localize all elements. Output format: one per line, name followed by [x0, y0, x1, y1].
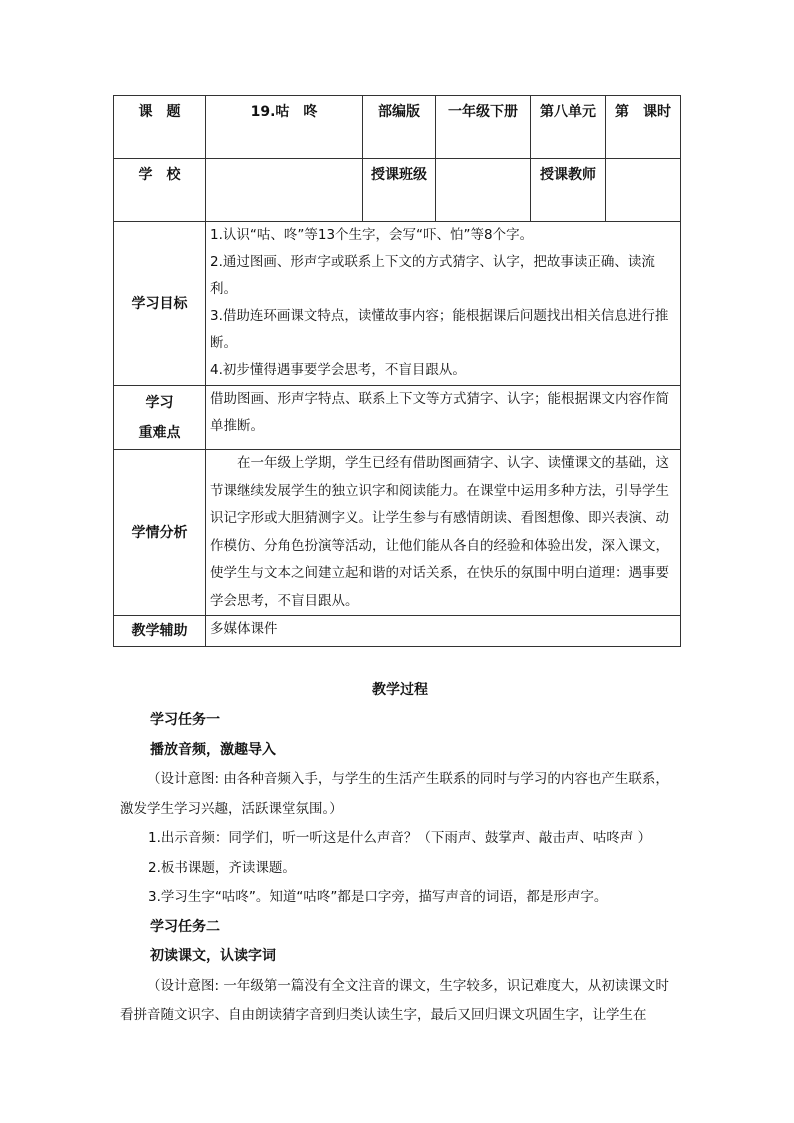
teaching-process	[120, 676, 680, 1031]
class-label: 授课班级	[363, 159, 436, 222]
objectives-label: 学习目标	[114, 222, 206, 386]
key-points-label: 学习 重难点	[114, 386, 206, 450]
unit-cell: 第八单元	[531, 96, 606, 159]
objectives-cell	[206, 222, 681, 386]
task2-intent: （设计意图: 一年级第一篇没有全文注音的课文，生字较多，识记难度大，从初读课文时看拼音随文识字、自由朗读猜字音到归类认读生字，最后又回归课文巩固生字，让学生在	[120, 977, 669, 1023]
teacher-label: 授课教师	[531, 159, 606, 222]
grade-cell: 一年级下册	[436, 96, 531, 159]
objective-item: 4.初步懂得遇事要学会思考，不盲目跟从。	[210, 362, 466, 378]
period-cell: 第 课时	[606, 96, 681, 159]
objective-item: 2.通过图画、形声字或联系上下文的方式猜字、认字，把故事读正确、读流利。	[210, 254, 655, 297]
topic-label: 课 题	[114, 96, 206, 159]
objective-item: 1.认识“咕、咚”等13个生字，会写“吓、怕”等8个字。	[210, 227, 534, 243]
process-title: 教学过程	[372, 682, 428, 698]
table-row	[114, 222, 681, 386]
teacher-value	[606, 159, 681, 222]
analysis-label: 学情分析	[114, 450, 206, 616]
table-row	[114, 616, 681, 647]
task1-step: 3.学习生字“咕咚”。知道“咕咚”都是口字旁，描写声音的词语，都是形声字。	[148, 889, 608, 905]
edition-cell: 部编版	[363, 96, 436, 159]
school-value	[206, 159, 363, 222]
task1-step: 2.板书课题，齐读课题。	[148, 859, 296, 876]
task2-heading: 学习任务二	[150, 918, 220, 935]
class-value	[436, 159, 531, 222]
task1-heading: 学习任务一	[150, 712, 220, 728]
table-row	[114, 159, 681, 222]
task1-subheading: 播放音频，激趣导入	[150, 741, 276, 758]
table-row	[114, 386, 681, 450]
aids-text: 多媒体课件	[206, 616, 681, 647]
task1-intent: （设计意图: 由各种音频入手，与学生的生活产生联系的同时与学习的内容也产生联系，激发学生学习兴趣，活跃课堂氛围。）	[120, 771, 669, 817]
objective-item: 3.借助连环画课文特点，读懂故事内容；能根据课后问题找出相关信息进行推断。	[210, 308, 669, 351]
topic-value: 19.咕 咚	[206, 96, 363, 159]
analysis-text: 在一年级上学期，学生已经有借助图画猜字、认字、读懂课文的基础，这节课继续发展学生的独立识字和阅读能力。在课堂中运用多种方法，引导学生识记字形或大胆猜测字义。让学生参与有感情朗读、看图想像、即兴表演、动作模仿、分角色扮演等活动，让他们能从各自的经验和体验出发，深入课文，使学生与文本之间建立起和谐的对话关系，在快乐的氛围中明白道理：遇事要学会思考，不盲目跟从。	[206, 450, 681, 616]
aids-label: 教学辅助	[114, 616, 206, 647]
table-row	[114, 96, 681, 159]
task1-step: 1.出示音频：同学们，听一听这是什么声音？（下雨声、鼓掌声、敲击声、咕咚声 ）	[148, 830, 652, 846]
table-row	[114, 450, 681, 616]
school-label: 学 校	[114, 159, 206, 222]
key-points-text: 借助图画、形声字特点、联系上下文等方式猜字、认字；能根据课文内容作简单推断。	[206, 386, 681, 450]
lesson-info-table	[113, 95, 681, 647]
task2-subheading: 初读课文，认读字词	[150, 948, 276, 964]
